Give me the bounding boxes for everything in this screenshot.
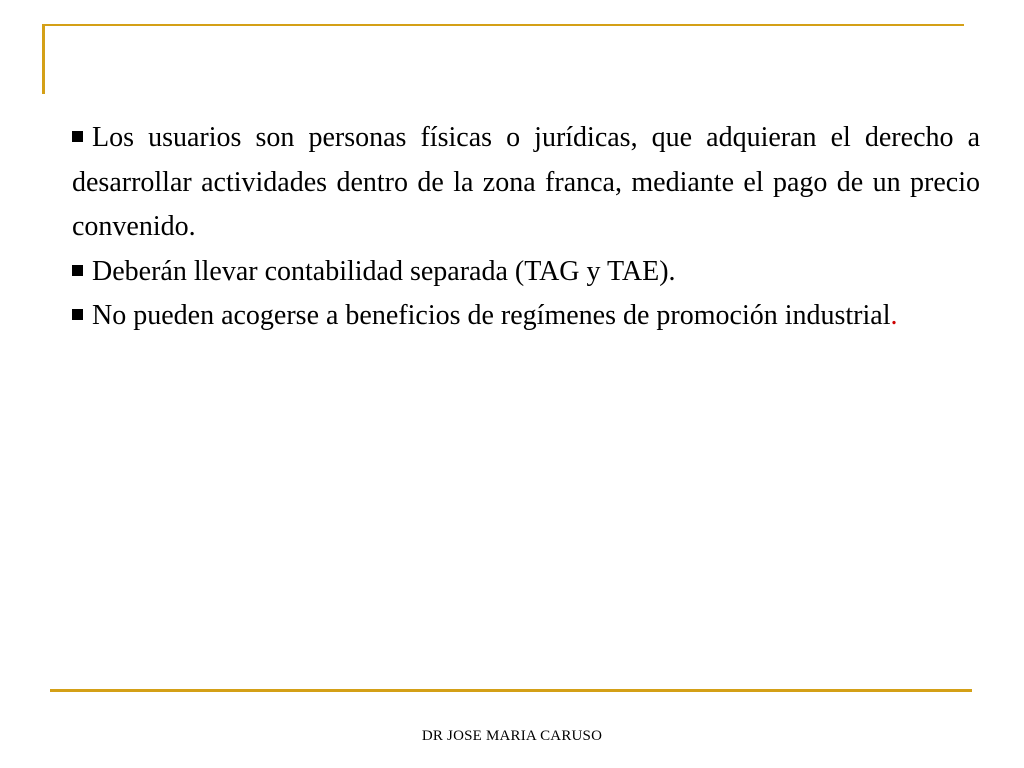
bullet-text-3: No pueden acogerse a beneficios de regímenes de promoción industrial: [92, 300, 891, 331]
bullet-text-2: Deberán llevar contabilidad separada (TAG y TAE).: [92, 255, 676, 287]
bottom-frame-line: [50, 689, 972, 692]
left-frame-line: [42, 24, 45, 94]
top-frame-line: [42, 24, 964, 26]
bullet-item-3: [72, 294, 980, 339]
bullet-item-2: [72, 250, 980, 295]
square-bullet-icon: [72, 265, 83, 276]
square-bullet-icon: [72, 131, 83, 142]
bullet-text-1: Los usuarios son personas físicas o jurídicas, que adquieran el derecho a desarrollar actividades dentro de la zona franca, mediante el pago de un precio convenido.: [72, 122, 980, 242]
accent-period: .: [890, 300, 898, 331]
slide-body: [72, 116, 980, 339]
footer-author: DR JOSE MARIA CARUSO: [421, 728, 603, 744]
square-bullet-icon: [72, 309, 83, 320]
bullet-item-1: [72, 116, 980, 250]
